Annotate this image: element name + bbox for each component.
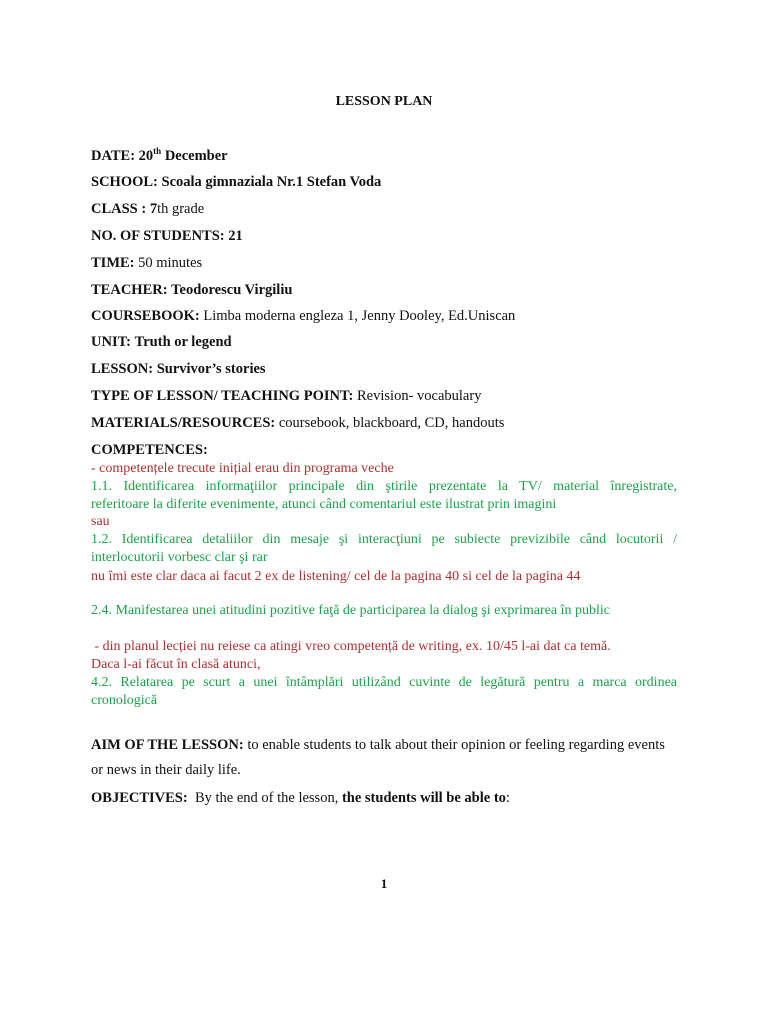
lesson-value: Survivor’s stories xyxy=(156,361,266,377)
aim-label: AIM OF THE LESSON: xyxy=(91,737,244,753)
document-title: LESSON PLAN xyxy=(335,94,433,109)
lesson-line xyxy=(91,361,266,378)
type-value: Revision- vocabulary xyxy=(357,388,482,404)
competence-4-2-line2: cronologică xyxy=(91,693,158,708)
unit-label: UNIT: xyxy=(91,334,132,350)
type-line xyxy=(91,388,481,405)
materials-line xyxy=(91,415,504,432)
type-label: TYPE OF LESSON/ TEACHING POINT: xyxy=(91,388,354,404)
students-value: 21 xyxy=(228,228,243,244)
objectives-bold: the students will be able to xyxy=(341,790,506,806)
competence-1-2-line1: 1.2. Identificarea detaliilor din mesaje şi interacţiuni pe subiecte previzibile când locutorii / xyxy=(91,532,677,547)
objectives-label: OBJECTIVES: xyxy=(91,790,188,806)
teacher-line xyxy=(91,282,292,299)
date-month: December xyxy=(164,147,228,164)
objectives-text: By the end of the lesson, xyxy=(194,790,339,806)
note-writing-line2: Daca l-ai făcut în clasă atunci, xyxy=(91,657,261,672)
note-listening: nu îmi este clar daca ai facut 2 ex de listening/ cel de la pagina 40 si cel de la pagina 44 xyxy=(91,569,581,584)
students-label: NO. OF STUDENTS: xyxy=(91,228,225,244)
school-value: Scoala gimnaziala Nr.1 Stefan Voda xyxy=(161,174,382,190)
class-rest: th grade xyxy=(157,201,205,217)
students-line xyxy=(91,228,243,245)
date-suffix: th xyxy=(153,146,162,156)
coursebook-label: COURSEBOOK: xyxy=(91,308,200,324)
note-or: sau xyxy=(91,514,110,529)
competence-4-2-line1: 4.2. Relatarea pe scurt a unei întâmplări utilizând cuvinte de legătură pentru a marca ordinea xyxy=(91,675,677,690)
class-line xyxy=(91,201,204,218)
date-line xyxy=(91,146,228,165)
school-line xyxy=(91,174,381,191)
objectives-line xyxy=(91,790,510,807)
note-writing-line1: - din planul lecției nu reiese ca atingi vreo competență de writing, ex. 10/45 l-ai dat ca temă. xyxy=(91,639,611,654)
competence-1-1-line1: 1.1. Identificarea informaţiilor principale din ştirile prezentate la TV/ material înregistrate, xyxy=(91,479,677,494)
class-label: CLASS : xyxy=(91,201,147,217)
competences-label: COMPETENCES: xyxy=(91,442,208,458)
unit-value: Truth or legend xyxy=(134,334,232,350)
time-value: 50 minutes xyxy=(138,255,203,271)
aim-paragraph xyxy=(91,733,677,783)
teacher-label: TEACHER: xyxy=(91,282,168,298)
competence-2-4: 2.4. Manifestarea unei atitudini pozitive faţă de participarea la dialog şi exprimarea în public xyxy=(91,603,610,618)
coursebook-line xyxy=(91,308,515,325)
teacher-value: Teodorescu Virgiliu xyxy=(171,282,293,298)
page-number: 1 xyxy=(380,876,388,891)
lesson-label: LESSON: xyxy=(91,361,154,377)
date-label: DATE: xyxy=(91,147,136,164)
materials-value: coursebook, blackboard, CD, handouts xyxy=(278,415,505,431)
aim-text: to enable students to talk about their opinion or feeling regarding events or news in their daily life. xyxy=(91,737,665,778)
competences-line xyxy=(91,442,208,459)
objectives-colon: : xyxy=(505,790,510,806)
unit-line xyxy=(91,334,232,351)
competence-1-1-line2: referitoare la diferite evenimente, atunci când comentariul este ilustrat prin imagini xyxy=(91,497,557,512)
coursebook-value: Limba moderna engleza 1, Jenny Dooley, Ed.Uniscan xyxy=(203,308,516,324)
school-label: SCHOOL: xyxy=(91,174,158,190)
class-number: 7 xyxy=(149,201,158,217)
materials-label: MATERIALS/RESOURCES: xyxy=(91,415,276,431)
time-line xyxy=(91,255,202,272)
competence-1-2-line2: interlocutorii vorbesc clar şi rar xyxy=(91,550,268,565)
date-day: 20 xyxy=(138,147,154,164)
time-label: TIME: xyxy=(91,255,135,271)
note-old-curriculum: - competențele trecute inițial erau din programa veche xyxy=(91,461,394,476)
